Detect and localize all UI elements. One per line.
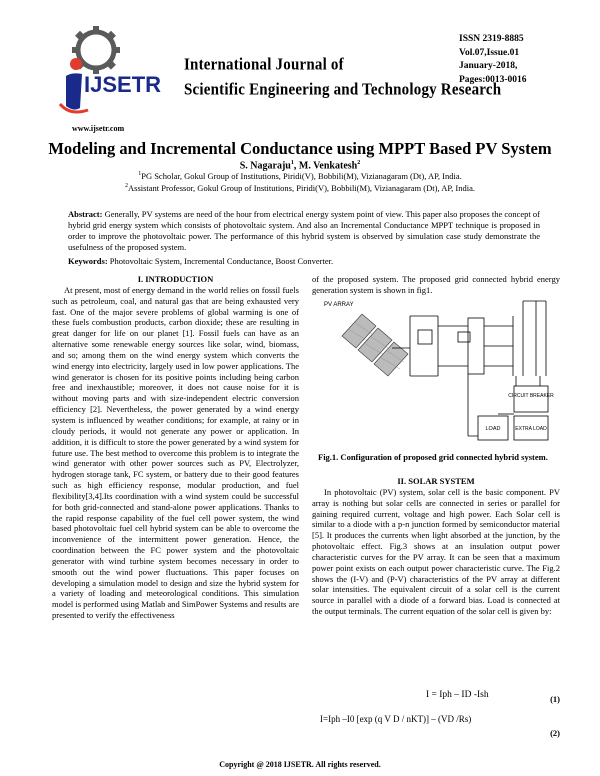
left-column <box>52 274 299 621</box>
affiliation-1-sup: 1 <box>138 171 142 178</box>
equation-2 <box>312 714 560 740</box>
publication-date: January-2018, <box>459 61 518 71</box>
author-1: S. Nagaraju <box>239 160 291 172</box>
equation-2-number: (2) <box>550 728 560 738</box>
equation-1-number: (1) <box>550 694 560 704</box>
equation-2-body: I=Iph –I0 [exp (q V D / nKT)] – (VD /Rs) <box>320 714 472 724</box>
figure-1-caption: Fig.1. Configuration of proposed grid connected hybrid system. <box>318 452 548 462</box>
extra-load-label: EXTRA LOAD <box>515 426 547 432</box>
figure-1 <box>318 296 558 448</box>
paper-title: Modeling and Incremental Conductance using MPPT Based PV System <box>48 139 552 158</box>
keywords <box>68 256 540 266</box>
circuit-breaker-label: CIRCUIT BREAKER <box>508 393 554 399</box>
solar-heading: II. SOLAR SYSTEM <box>397 476 475 486</box>
keywords-label: Keywords: <box>68 256 108 266</box>
abstract-label: Abstract: <box>68 209 103 219</box>
keywords-text: Photovoltaic System, Incremental Conductance, Boost Converter. <box>107 256 334 266</box>
logo-text: IJSETR <box>84 72 162 97</box>
journal-logo <box>52 20 172 120</box>
authors <box>0 160 600 171</box>
volume-issue: Vol.07,Issue.01 <box>459 47 520 58</box>
intro-heading: I. INTRODUCTION <box>137 274 214 284</box>
solar-paragraph: In photovoltaic (PV) system, solar cell is the basic component. PV array is nothing but solar cells are connected in series or parallel for gaining required current, voltage and high power. Each Solar cell is similar to a diode with a p-n junction formed by semiconductor material [5]. It produces the currents when light absorbed at the junction, by the photovoltaic effect. Fig.3 shows at an insulation output power characteristic curves for the PV array. It can be seen that a maximum power point exists on each output power characteristic curve. The Fig.2 shows the (I-V) and (P-V) characteristics of the PV array at different solar intensities. The equivalent circuit of a solar cell is the current source in parallel with a diode of a forward bias. Load is connected at the output terminals. The current equation of the solar cell is given by: <box>312 486 560 617</box>
abstract-text: Generally, PV systems are need of the hour from electrical energy system point of view. This paper also proposes the concept of hybrid grid energy system which consists of photovoltaic system. And also an Incremental Conductance MPPT technique is proposed in order to improve the photovoltaic power. The performance of this hybrid system is observed by simulation case study demonstrate the usefulness of the proposed system. <box>68 209 540 252</box>
circuit-breaker-box <box>514 386 548 412</box>
author-2: M. Venkatesh <box>298 160 358 172</box>
pv-array-label: PV ARRAY <box>324 302 354 308</box>
intro-continued: of the proposed system. The proposed grid connected hybrid energy generation system is shown in fig1. <box>312 274 560 295</box>
intro-paragraph: At present, most of energy demand in the world relies on fossil fuels such as petroleum, coal, and natural gas that are being exhausted very fast. One of the major severe problems of global warming is one of these fuels combustion products, carbon dioxide; these are resulting in great danger for life on our planet [1]. Fossil fuels can have as an alternative some renewable energy sources like solar, wind, biomass, and so; among them on the wind energy system which converts the wind energy into electricity, largely used in low power applications. The wind generator is chosen for its positive points including being carbon free and inexhaustible; moreover, it does not cause noise for it is without moving parts and with size-independent electric conversion efficiency [2]. Nevertheless, the power generated by a wind energy system is influenced by weather conditions; for example, at rainy or in cloudy periods, it would not generate any power or application. In addition, it is difficult to store the power generated by a wind system for future use. The best method to overcome this problem is to integrate the wind generator with other power sources such as PV, Electrolyzer, hydrogen storage tank, FC system, or battery due to their good features such as high efficiency response, modular production, and fuel flexibility[3,4].Its coordination with a wind system could be successful for both grid-connected and stand-alone power applications. Thanks to the rapid response capability of the fuel cell power system, the wind based photovoltaic fuel cell hybrid system can be able to overcome the inconvenience of the intermittent power generation. Hence, the coordination between the FC power system and the photovoltaic generator with wind turbine system becomes necessary in order to smooth out the wind power fluctuations. This paper focuses on developing a simulation model to design and size the hybrid system for a variety of loading and meteorological conditions. This simulation model is performed using Matlab and SimPower Systems and results are presented to verify the effectiveness <box>52 284 299 621</box>
load-label: LOAD <box>485 426 501 432</box>
affiliation-1-text: PG Scholar, Gokul Group of Institutions, Piridi(V), Bobbili(M), Vizianagaram (Dt), AP, India. <box>141 171 462 181</box>
affiliation-2 <box>0 183 600 193</box>
journal-name-line2: Scientific Engineering and Technology Research <box>184 80 502 100</box>
page-range: Pages:0013-0016 <box>459 74 527 85</box>
journal-name-line1: International Journal of <box>184 55 344 74</box>
right-column-top <box>312 274 560 296</box>
author-separator: , <box>293 160 299 172</box>
author-2-sup: 2 <box>357 160 361 166</box>
author-1-sup: 1 <box>290 160 294 166</box>
right-column-bottom <box>312 476 560 617</box>
equation-1 <box>312 690 560 704</box>
issn-block <box>459 33 527 87</box>
affiliation-2-text: Assistant Professor, Gokul Group of Institutions, Piridi(V), Bobbili(M), Vizianagaram (Dt), AP, India. <box>128 183 475 193</box>
copyright-footer: Copyright @ 2018 IJSETR. All rights reserved. <box>219 760 381 769</box>
equation-1-body: I = Iph – ID -Ish <box>426 690 489 700</box>
abstract <box>68 209 540 253</box>
pv-array-icon <box>342 314 408 376</box>
affiliation-1 <box>0 171 600 181</box>
affiliation-2-sup: 2 <box>125 183 128 190</box>
journal-name <box>184 52 501 103</box>
journal-url[interactable]: www.ijsetr.com <box>72 124 125 133</box>
issn: ISSN 2319-8885 <box>459 34 524 44</box>
